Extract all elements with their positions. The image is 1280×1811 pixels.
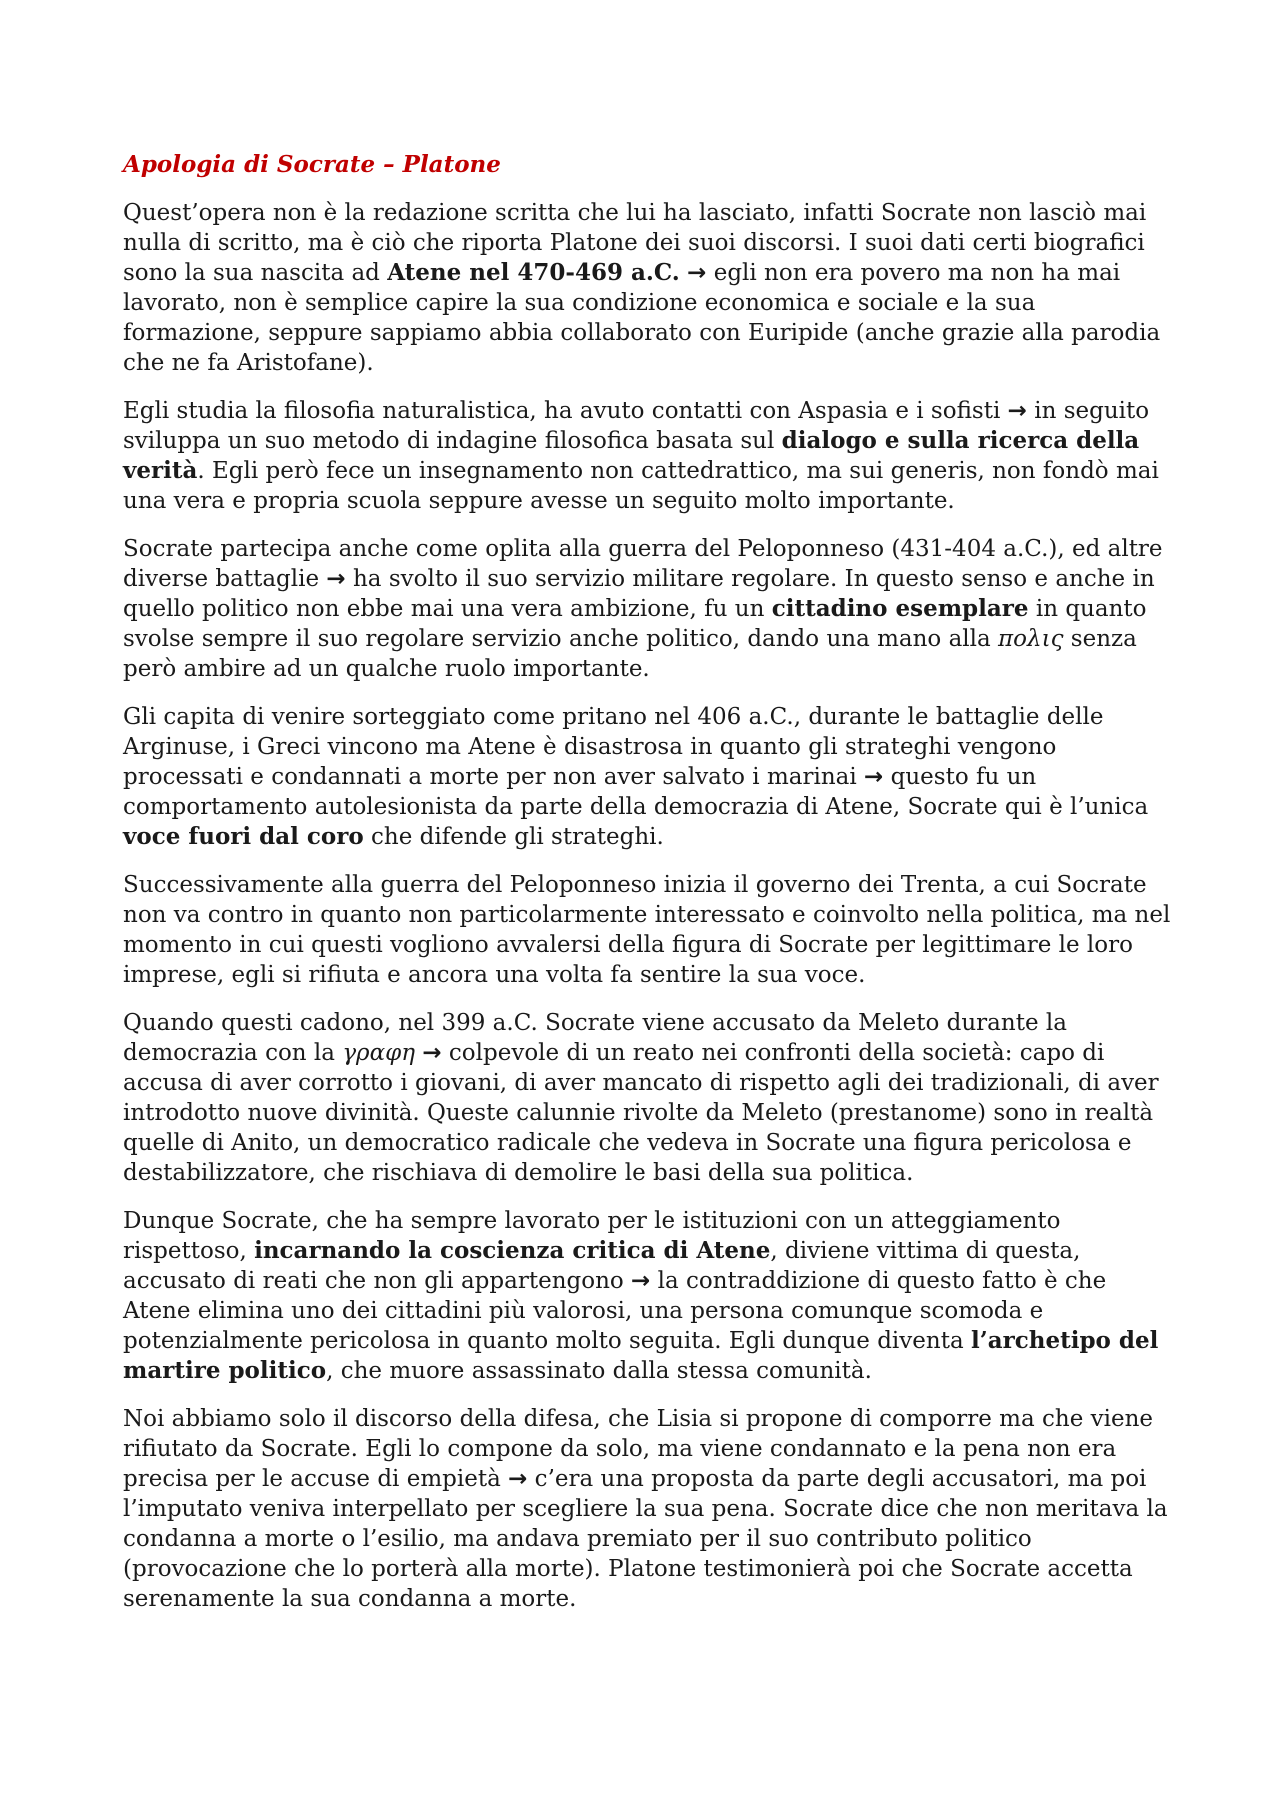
paragraph: [123, 396, 1175, 516]
text-run: ha svolto il suo servizio militare regolare. In questo senso e anche in quello politico non ebbe mai una vera ambizione, fu un: [123, 566, 1162, 622]
arrow-right-icon: →: [1007, 398, 1027, 424]
text-run: Gli capita di venire sorteggiato come pritano nel 406 a.C., durante le battaglie delle Arginuse, i Greci vincono ma Atene è disastrosa in quanto gli strateghi vengono processati e condannati a morte per non aver salvato i marinai: [123, 704, 1111, 790]
text-run: senza però ambire ad un qualche ruolo importante.: [123, 626, 1145, 682]
document-body: [123, 198, 1178, 1614]
bold-text: dialogo e sulla ricerca della verità: [123, 427, 1148, 484]
text-run: colpevole di un reato nei confronti della società: capo di accusa di aver corrotto i giovani, di aver mancato di rispetto agli dei tradizionali, di aver introdotto nuove divinità. Queste calunnie rivolte da Meleto (prestanome) sono in realtà quelle di Anito, un democratico radicale che vedeva in Socrate una figura pericolosa e destabilizzatore, che rischiava di demolire le basi della sua politica.: [123, 1040, 1166, 1186]
text-run: che difende gli strateghi.: [363, 824, 664, 850]
document-page: [123, 150, 1178, 1632]
paragraph: [123, 702, 1175, 852]
text-run: . Egli però fece un insegnamento non cattedrattico, ma sui generis, non fondò mai una vera e propria scuola seppure avesse un seguito molto importante.: [123, 458, 1167, 514]
bold-text: Atene nel 470-469 a.C.: [387, 259, 680, 286]
text-run: , diviene vittima di questa, accusato di reati che non gli appartengono: [123, 1238, 1088, 1294]
paragraph: [123, 1404, 1175, 1614]
paragraph: [123, 1008, 1175, 1188]
italic-text: πολις: [998, 626, 1064, 652]
text-run: [680, 260, 687, 286]
text-run: Socrate partecipa anche come oplita alla guerra del Peloponneso (431-404 a.C.), ed altre diverse battaglie: [123, 536, 1170, 592]
bold-text: l’archetipo del martire politico: [123, 1327, 1167, 1384]
text-run: in seguito sviluppa un suo metodo di indagine filosofica basata sul: [123, 398, 1157, 454]
text-run: Successivamente alla guerra del Peloponneso inizia il governo dei Trenta, a cui Socrate non va contro in quanto non particolarmente interessato e coinvolto nella politica, ma nel momento in cui questi vogliono avvalersi della figura di Socrate per legittimare le loro imprese, egli si rifiuta e ancora una volta fa sentire la sua voce.: [123, 872, 1178, 988]
text-run: egli non era povero ma non ha mai lavorato, non è semplice capire la sua condizione economica e sociale e la sua formazione, seppure sappiamo abbia collaborato con Euripide (anche grazie alla parodia che ne fa Aristofane).: [123, 260, 1168, 376]
arrow-right-icon: →: [422, 1040, 442, 1066]
arrow-right-icon: →: [326, 566, 346, 592]
paragraph: [123, 534, 1175, 684]
arrow-right-icon: →: [508, 1466, 528, 1492]
text-run: Noi abbiamo solo il discorso della difesa, che Lisia si propone di comporre ma che viene rifiutato da Socrate. Egli lo compone da solo, ma viene condannato e la pena non era precisa per le accuse di empietà: [123, 1406, 1161, 1492]
bold-text: cittadino esemplare: [771, 595, 1029, 622]
text-run: questo fu un comportamento autolesionista da parte della democrazia di Atene, Socrate qui è l’unica: [123, 764, 1156, 820]
text-run: , che muore assassinato dalla stessa comunità.: [326, 1358, 872, 1384]
text-run: Quando questi cadono, nel 399 a.C. Socrate viene accusato da Meleto durante la democrazia con la: [123, 1010, 1075, 1066]
text-run: la contraddizione di questo fatto è che Atene elimina uno dei cittadini più valorosi, una persona comunque scomoda e potenzialmente pericolosa in quanto molto seguita. Egli dunque diventa: [123, 1268, 1114, 1354]
text-run: c’era una proposta da parte degli accusatori, ma poi l’imputato veniva interpellato per scegliere la sua pena. Socrate dice che non meritava la condanna a morte o l’esilio, ma andava premiato per il suo contributo politico (provocazione che lo porterà alla morte). Platone testimonierà poi che Socrate accetta serenamente la sua condanna a morte.: [123, 1466, 1175, 1612]
text-run: Egli studia la filosofia naturalistica, ha avuto contatti con Aspasia e i sofisti: [123, 398, 1008, 424]
italic-text: γραφη: [342, 1040, 415, 1066]
paragraph: [123, 198, 1175, 378]
text-run: Dunque Socrate, che ha sempre lavorato per le istituzioni con un atteggiamento rispettoso,: [123, 1208, 1068, 1264]
arrow-right-icon: →: [631, 1268, 651, 1294]
text-run: in quanto svolse sempre il suo regolare servizio anche politico, dando una mano alla: [123, 596, 1154, 652]
document-title: Apologia di Socrate – Platone: [123, 151, 501, 178]
arrow-right-icon: →: [864, 764, 884, 790]
arrow-right-icon: →: [687, 260, 707, 286]
bold-text: incarnando la coscienza critica di Atene: [254, 1237, 771, 1264]
text-run: Quest’opera non è la redazione scritta che lui ha lasciato, infatti Socrate non lasciò mai nulla di scritto, ma è ciò che riporta Platone dei suoi discorsi. I suoi dati certi biografici sono la sua nascita ad: [123, 200, 1154, 286]
bold-text: voce fuori dal coro: [123, 823, 364, 850]
paragraph: [123, 870, 1178, 990]
paragraph: [123, 1206, 1175, 1386]
